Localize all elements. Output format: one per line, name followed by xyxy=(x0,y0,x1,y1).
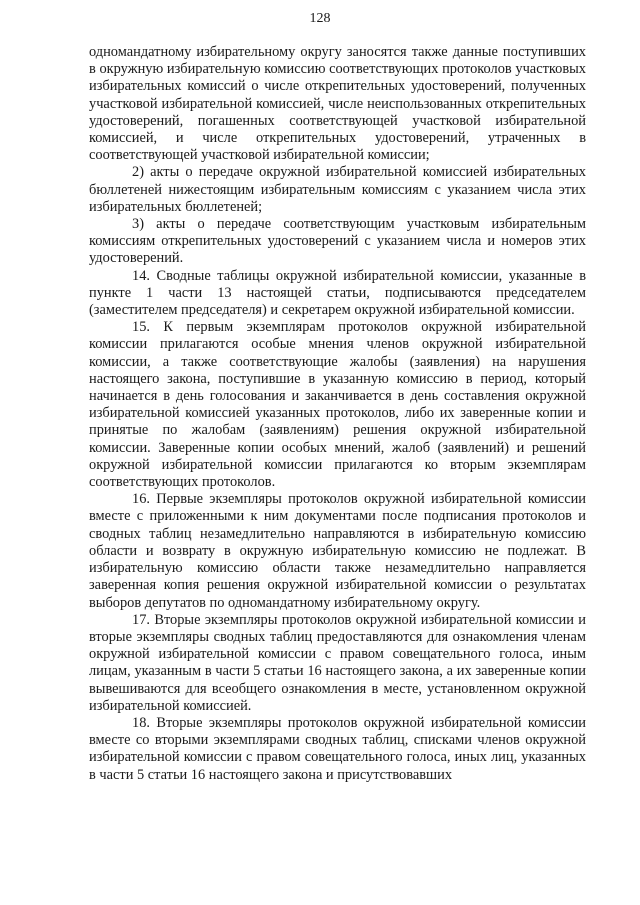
paragraph-13-item-2: 2) акты о передаче окружной избирательной комиссией избирательных бюллетеней нижестоящим избирательным комиссиям с указанием числа этих избирательных бюллетеней; xyxy=(89,164,586,215)
paragraph-18: 18. Вторые экземпляры протоколов окружной избирательной комиссии вместе со вторыми экземплярами сводных таблиц, списками членов окружной избирательной комиссии с правом совещательного голоса, иных лиц, указанных в части 5 статьи 16 настоящего закона и присутствовавших xyxy=(89,714,586,783)
paragraph-13-item-3: 3) акты о передаче соответствующим участковым избирательным комиссиям открепительных удостоверений с указанием числа и номеров этих удостоверений. xyxy=(89,216,586,267)
paragraph-15: 15. К первым экземплярам протоколов окружной избирательной комиссии прилагаются особые мнения членов окружной избирательной комиссии, а также соответствующие жалобы (заявления) на нарушения настоящего закона, поступившие в указанную комиссию в период, который начинается в день голосования и заканчивается в день составления окружной избирательной комиссией указанных протоколов, либо их заверенные копии и принятые по жалобам (заявлениям) решения окружной избирательной комиссии. Заверенные копии особых мнений, жалоб (заявлений) и решений окружной избирательной комиссии прилагаются ко вторым экземплярам соответствующих протоколов. xyxy=(89,319,586,491)
body-text xyxy=(89,44,586,784)
paragraph-13-continuation: одномандатному избирательному округу заносятся также данные поступивших в окружную избирательную комиссию соответствующих протоколов участковых избирательных комиссий о числе открепительных удостоверений, полученных участковой избирательной комиссией, числе неиспользованных открепительных удостоверений, погашенных соответствующей участковой избирательной комиссией, и числе открепительных удостоверений, утраченных в соответствующей участковой избирательной комиссии; xyxy=(89,44,586,164)
page-number: 128 xyxy=(309,11,331,26)
paragraph-16: 16. Первые экземпляры протоколов окружной избирательной комиссии вместе с приложенными к ним документами после подписания протоколов и сводных таблиц незамедлительно направляются в избирательную комиссию области и возврату в окружную избирательную комиссию не подлежат. В избирательную комиссию области также незамедлительно направляется заверенная копия решения окружной избирательной комиссии о результатах выборов депутатов по одномандатному избирательному округу. xyxy=(89,491,586,611)
paragraph-17: 17. Вторые экземпляры протоколов окружной избирательной комиссии и вторые экземпляры сводных таблиц предоставляются для ознакомления членам окружной избирательной комиссии с правом совещательного голоса, иным лицам, указанным в части 5 статьи 16 настоящего закона, а их заверенные копии вывешиваются для всеобщего ознакомления в месте, установленном окружной избирательной комиссией. xyxy=(89,611,586,714)
paragraph-14: 14. Сводные таблицы окружной избирательной комиссии, указанные в пункте 1 части 13 настоящей статьи, подписываются председателем (заместителем председателя) и секретарем окружной избирательной комиссии. xyxy=(89,267,586,319)
